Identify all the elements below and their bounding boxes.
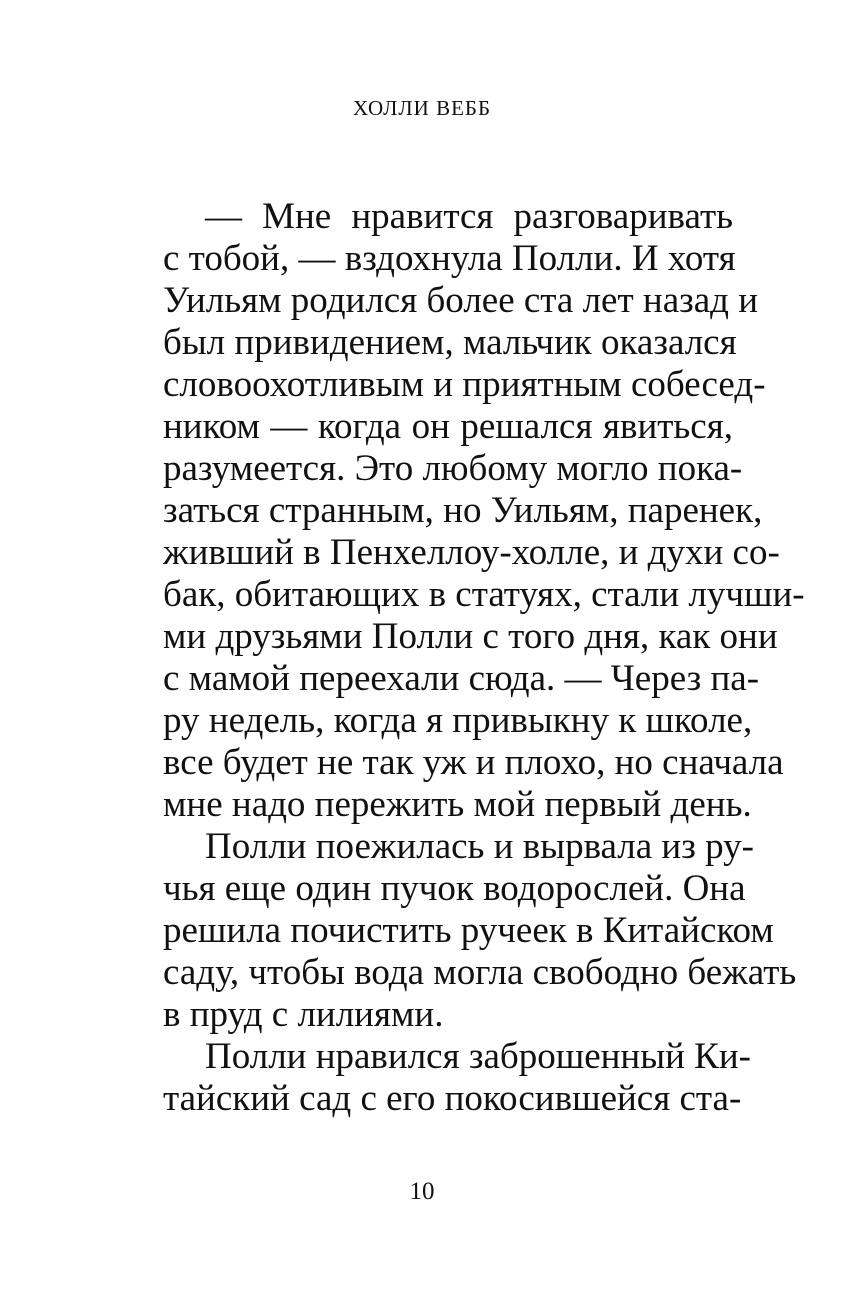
text-line: саду, чтобы вода могла свободно бежать <box>163 952 797 993</box>
text-line: все будет не так уж и плохо, но сначала <box>163 742 784 783</box>
text-line: живший в Пенхеллоу-холле, и духи со- <box>163 532 780 573</box>
text-line: чья еще один пучок водорослей. Она <box>163 868 746 909</box>
running-head: ХОЛЛИ ВЕББ <box>352 96 492 120</box>
text-line: Уильям родился более ста лет назад и <box>163 280 759 321</box>
text-line: был привидением, мальчик оказался <box>163 322 737 363</box>
text-line: ми друзьями Полли с того дня, как они <box>163 616 778 657</box>
text-line: — Мне нравится разговаривать <box>205 196 733 237</box>
text-line: с тобой, — вздохнула Полли. И хотя <box>163 238 736 279</box>
body-text <box>163 196 805 1120</box>
page-number: 10 <box>409 1178 435 1205</box>
text-line: тайский сад с его покосившейся ста- <box>163 1078 742 1119</box>
text-line: мне надо пережить мой первый день. <box>163 784 752 825</box>
text-line: в пруд с лилиями. <box>163 994 444 1035</box>
text-line: решила почистить ручеек в Китайском <box>163 910 774 951</box>
text-line: Полли поежилась и вырвала из ру- <box>205 826 754 867</box>
text-line: с мамой переехали сюда. — Через па- <box>163 658 760 699</box>
text-line: ру недель, когда я привыкну к школе, <box>163 700 753 741</box>
text-line: Полли нравился заброшенный Ки- <box>205 1036 751 1077</box>
text-line: заться странным, но Уильям, паренек, <box>163 490 763 531</box>
text-line: бак, обитающих в статуях, стали лучши- <box>163 574 805 615</box>
text-line: разумеется. Это любому могло пока- <box>163 448 743 489</box>
text-line: ником — когда он решался явиться, <box>163 406 733 447</box>
text-line: словоохотливым и приятным собесед- <box>163 364 766 405</box>
